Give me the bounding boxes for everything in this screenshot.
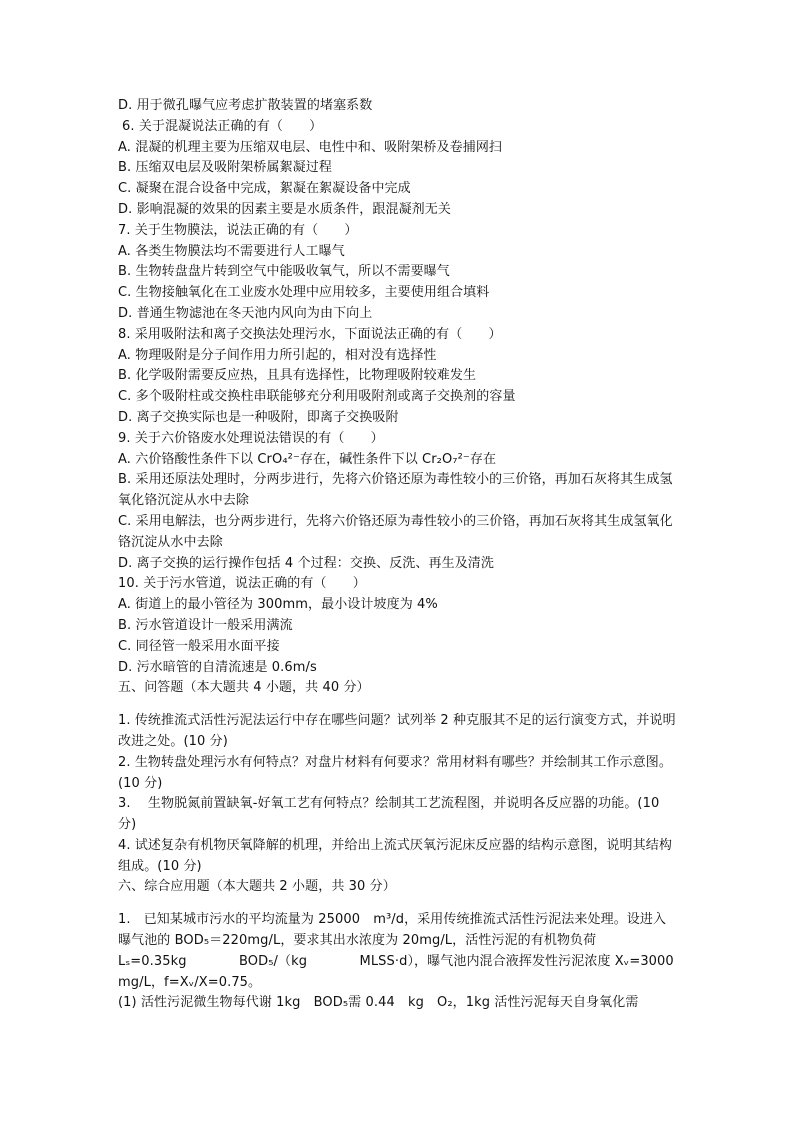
- q6-stem: 6. 关于混凝说法正确的有（ ）: [122, 118, 323, 134]
- q8-option-d: D. 离子交换实际也是一种吸附，即离子交换吸附: [118, 409, 399, 425]
- q6-option-c: C. 凝聚在混合设备中完成，絮凝在絮凝设备中完成: [118, 181, 411, 197]
- q5-option-d: D. 用于微孔曝气应考虑扩散装置的堵塞系数: [118, 98, 373, 113]
- q10-stem: 10. 关于污水管道，说法正确的有（ ）: [118, 576, 366, 592]
- q8-option-b: B. 化学吸附需要反应热，且具有选择性，比物理吸附较难发生: [118, 368, 477, 384]
- q10-option-c: C. 同径管一般采用水面平接: [118, 638, 280, 654]
- app-1-intro: 1. 已知某城市污水的平均流量为 25000 m³/d，采用传统推流式活性污泥法来处理。设进入曝气池的 BOD₅＝220mg/L，要求其出水浓度为 20mg/L，活性污泥的有机物负荷: [118, 912, 667, 949]
- q10-option-d: D. 污水暗管的自清流速是 0.6m/s: [118, 659, 317, 675]
- q10-option-a: A. 街道上的最小管径为 300mm，最小设计坡度为 4%: [118, 597, 438, 613]
- app-1-params: Lₛ=0.35kg BOD₅/（kg MLSS·d），曝气池内混合液挥发性污泥浓度 Xᵥ=3000 mg/L，f=Xᵥ/X=0.75。: [118, 953, 674, 990]
- q7-option-d: D. 普通生物滤池在冬天池内风向为由下向上: [118, 305, 373, 321]
- q8-stem: 8. 采用吸附法和离子交换法处理污水，下面说法正确的有（ ）: [118, 326, 502, 342]
- qa-1: 1. 传统推流式活性污泥法运行中存在哪些问题？试列举 2 种克服其不足的运行演变方式，并说明改进之处。(10 分): [118, 713, 676, 749]
- app-1-part-1: (1) 活性污泥微生物每代谢 1kg BOD₅需 0.44 kg O₂，1kg 活性污泥每天自身氧化需: [118, 995, 639, 1011]
- q9-option-c: C. 采用电解法，也分两步进行，先将六价铬还原为毒性较小的三价铬，再加石灰将其生成氢氧化铬沉淀从水中去除: [118, 513, 673, 550]
- qa-2: 2. 生物转盘处理污水有何特点？对盘片材料有何要求？常用材料有哪些？并绘制其工作示意图。(10 分): [118, 754, 672, 791]
- q9-option-a: A. 六价铬酸性条件下以 CrO₄²⁻存在，碱性条件下以 Cr₂O₇²⁻存在: [118, 451, 497, 467]
- q7-option-c: C. 生物接触氧化在工业废水处理中应用较多，主要使用组合填料: [118, 285, 490, 301]
- q6-option-a: A. 混凝的机理主要为压缩双电层、电性中和、吸附架桥及卷捕网扫: [118, 139, 503, 155]
- q7-stem: 7. 关于生物膜法，说法正确的有（ ）: [118, 222, 358, 238]
- qa-4: 4. 试述复杂有机物厌氧降解的机理，并给出上流式厌氧污泥床反应器的结构示意图，说明其结构组成。(10 分): [118, 837, 672, 874]
- qa-3: 3. 生物脱氮前置缺氧-好氧工艺有何特点？绘制其工艺流程图，并说明各反应器的功能。(10 分): [118, 796, 660, 833]
- q6-option-b: B. 压缩双电层及吸附架桥属絮凝过程: [118, 160, 332, 176]
- q10-option-b: B. 污水管道设计一般采用满流: [118, 617, 293, 633]
- q9-option-d: D. 离子交换的运行操作包括 4 个过程：交换、反洗、再生及清洗: [118, 555, 495, 571]
- section-5-heading: 五、问答题（本大题共 4 小题，共 40 分）: [118, 680, 370, 696]
- spacer: [118, 699, 678, 711]
- q6-option-d: D. 影响混凝的效果的因素主要是水质条件，跟混凝剂无关: [118, 201, 451, 217]
- q7-option-a: A. 各类生物膜法均不需要进行人工曝气: [118, 243, 345, 259]
- q9-stem: 9. 关于六价铬废水处理说法错误的有（ ）: [118, 430, 384, 446]
- spacer: [118, 898, 678, 910]
- document-page: [118, 96, 678, 1014]
- q9-option-b: B. 采用还原法处理时，分两步进行，先将六价铬还原为毒性较小的三价铬，再加石灰将其生成氢氧化铬沉淀从水中去除: [118, 472, 673, 509]
- q8-option-a: A. 物理吸附是分子间作用力所引起的，相对没有选择性: [118, 347, 437, 363]
- section-6-heading: 六、综合应用题（本大题共 2 小题，共 30 分）: [118, 879, 396, 895]
- q8-option-c: C. 多个吸附柱或交换柱串联能够充分利用吸附剂或离子交换剂的容量: [118, 389, 516, 405]
- q7-option-b: B. 生物转盘盘片转到空气中能吸收氧气，所以不需要曝气: [118, 264, 450, 280]
